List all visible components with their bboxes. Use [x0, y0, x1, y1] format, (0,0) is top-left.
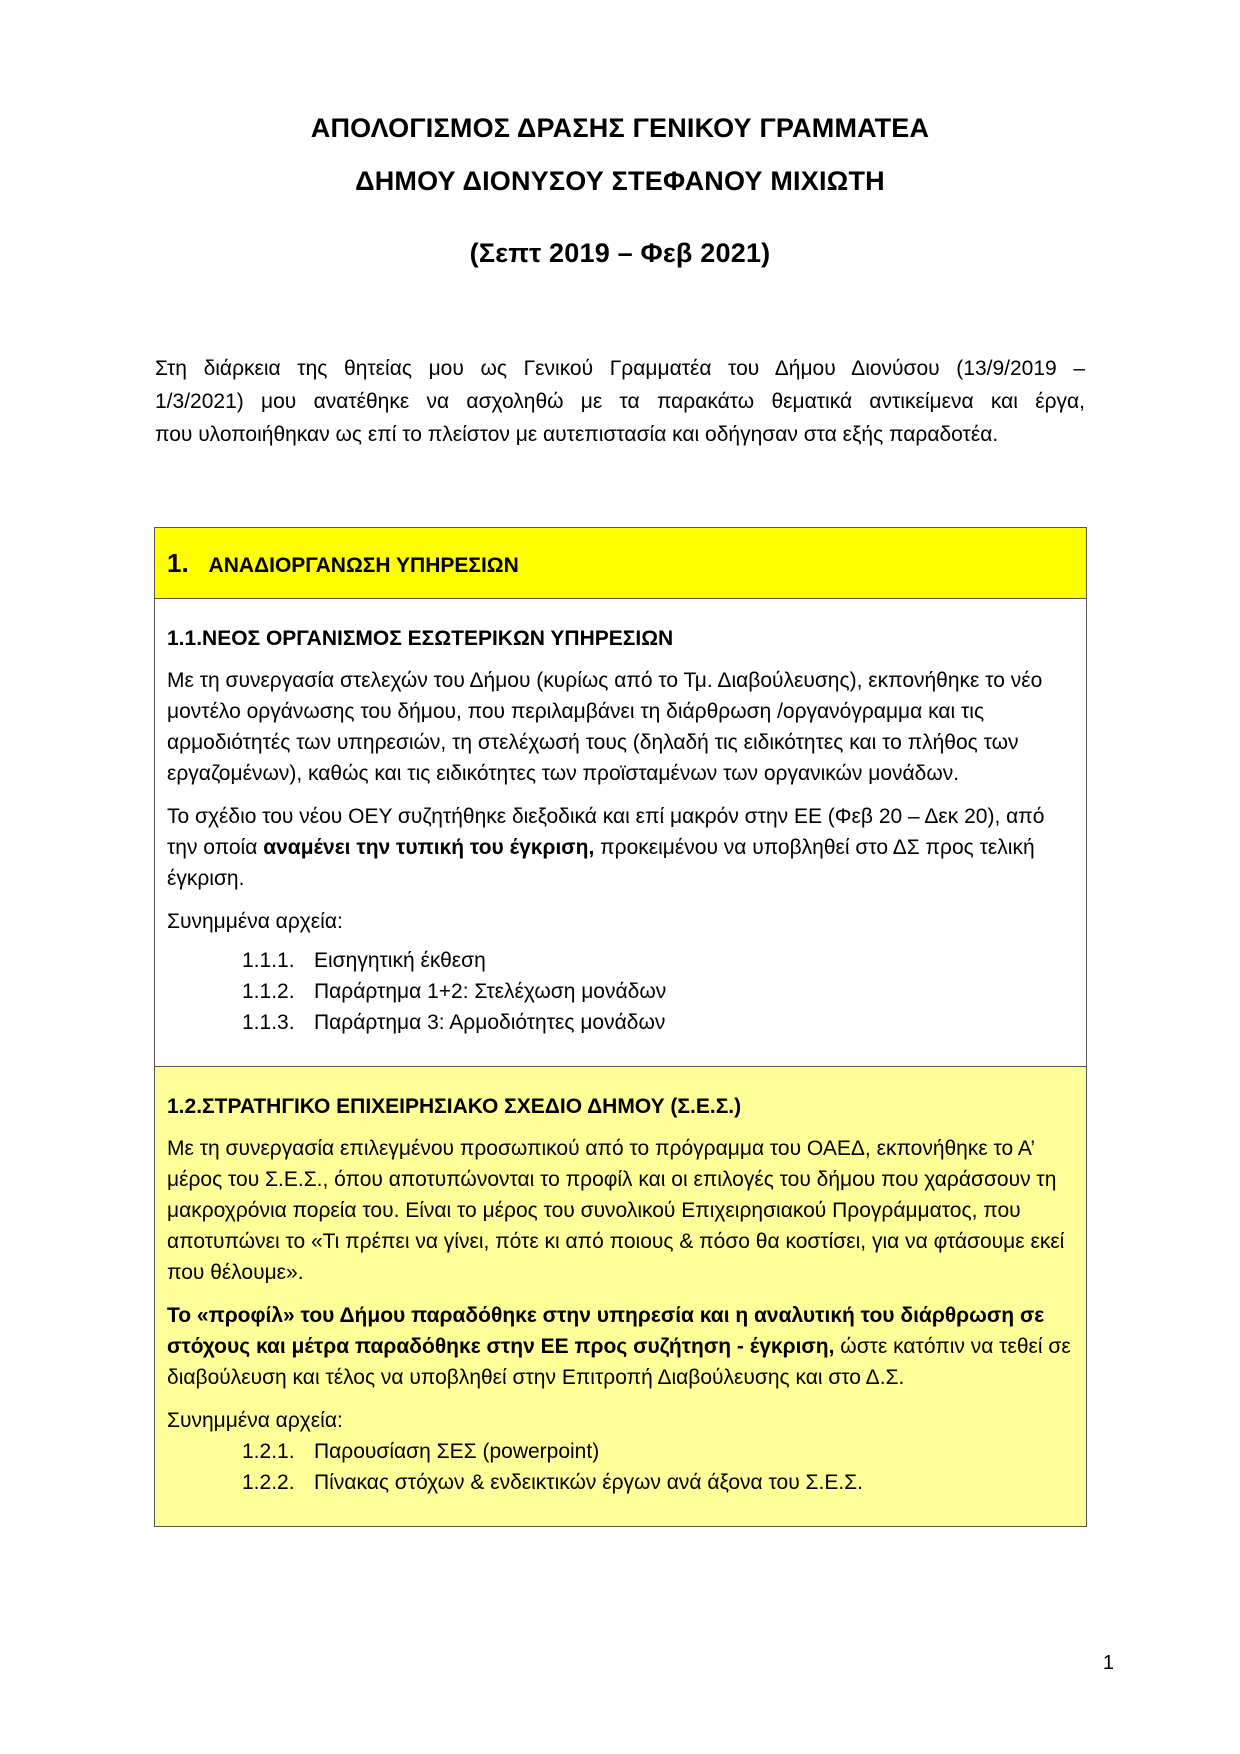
document-title-period: (Σεπτ 2019 – Φεβ 2021) [469, 238, 771, 268]
intro-line-2: 1/3/2021) μου ανατέθηκε να ασχοληθώ με τα παρακάτω θεματικά αντικείμενα και έργα, [155, 390, 1085, 413]
attachment-title: Εισηγητική έκθεση [314, 949, 486, 972]
section-1-header [155, 528, 1087, 599]
page-number: 1 [1102, 1652, 1114, 1674]
attachment-item [167, 976, 1074, 1007]
attachment-item [167, 1467, 1074, 1498]
document-title-line-1: ΑΠΟΛΟΓΙΣΜΟΣ ΔΡΑΣΗΣ ΓΕΝΙΚΟΥ ΓΡΑΜΜΑΤΕΑ [310, 113, 930, 143]
subsection-1-1-title: 1.1.ΝΕΟΣ ΟΡΓΑΝΙΣΜΟΣ ΕΣΩΤΕΡΙΚΩΝ ΥΠΗΡΕΣΙΩΝ [167, 627, 674, 650]
subsection-1-2-paragraph-2 [167, 1300, 1074, 1393]
subsection-1-1-cell [155, 599, 1087, 1067]
attachment-title: Παράρτημα 1+2: Στελέχωση μονάδων [314, 980, 667, 1003]
paragraph-bold-text: Το «προφίλ» του Δήμου παραδόθηκε στην υπηρεσία και η αναλυτική του διάρθρωση σε στόχους και μέτρα παραδόθηκε στην ΕΕ προς συζήτηση - έγκριση, [167, 1304, 1045, 1358]
subsection-1-2-attachments-label: Συνημμένα αρχεία: [167, 1409, 343, 1432]
document-title-line-2: ΔΗΜΟΥ ΔΙΟΝΥΣΟΥ ΣΤΕΦΑΝΟΥ ΜΙΧΙΩΤΗ [355, 166, 885, 196]
attachment-title: Παράρτημα 3: Αρμοδιότητες μονάδων [314, 1011, 666, 1034]
attachment-number: 1.2.2. [242, 1471, 295, 1494]
subsection-1-2-paragraph-1: Με τη συνεργασία επιλεγμένου προσωπικού από το πρόγραμμα του ΟΑΕΔ, εκπονήθηκε το Α’ μέρος του Σ.Ε.Σ., όπου αποτυπώνονται το προφίλ και οι επιλογές του δήμου που χαράσσουν τη μακροχρόνια πορεία του. Είναι το μέρος του συνολικού Επιχειρησιακού Προγράμματος, που αποτυπώνει το «Τι πρέπει να γίνει, πότε κι από ποιους & πόσο θα κοστίσει, για να φτάσουμε εκεί που θέλουμε». [167, 1137, 1065, 1284]
intro-line-1: Στη διάρκεια της θητείας μου ως Γενικού Γραμματέα του Δήμου Διονύσου (13/9/2019 – [155, 357, 1085, 380]
attachment-number: 1.1.3. [242, 1011, 295, 1034]
subsection-1-2-cell [155, 1067, 1087, 1527]
attachment-number: 1.1.1. [242, 949, 295, 972]
subsection-1-1-attachments-label: Συνημμένα αρχεία: [167, 910, 343, 933]
intro-line-3: που υλοποιήθηκαν ως επί το πλείστον με αυτεπιστασία και οδήγησαν στα εξής παραδοτέα. [155, 423, 999, 446]
subsection-1-2-attachments-list [167, 1436, 1074, 1498]
paragraph-text: Το σχέδιο του νέου ΟΕΥ συζητήθηκε διεξοδικά και επί μακρόν στην ΕΕ (Φεβ 20 – Δεκ 20), από την οποία [167, 805, 1045, 859]
subsection-1-1-paragraph-2 [167, 801, 1074, 894]
attachment-item [167, 945, 1074, 976]
paragraph-text: προκειμένου να υποβληθεί στο ΔΣ προς τελική έγκριση. [167, 836, 1035, 890]
attachment-title: Πίνακας στόχων & ενδεικτικών έργων ανά άξονα του Σ.Ε.Σ. [314, 1471, 863, 1494]
attachment-item [167, 1436, 1074, 1467]
paragraph-bold-text: αναμένει την τυπική του έγκριση, [263, 836, 595, 859]
attachment-number: 1.1.2. [242, 980, 295, 1003]
intro-paragraph [155, 352, 1085, 451]
attachment-title: Παρουσίαση ΣΕΣ (powerpoint) [314, 1440, 600, 1463]
sections-table [154, 527, 1087, 1527]
paragraph-text: ώστε κατόπιν να τεθεί σε διαβούλευση και τέλος να υποβληθεί στην Επιτροπή Διαβούλευσης και στο Δ.Σ. [167, 1335, 1071, 1389]
section-1-label: ΑΝΑΔΙΟΡΓΑΝΩΣΗ ΥΠΗΡΕΣΙΩΝ [208, 553, 519, 577]
section-1-number: 1. [167, 547, 189, 578]
subsection-1-1-paragraph-1: Με τη συνεργασία στελεχών του Δήμου (κυρίως από το Τμ. Διαβούλευσης), εκπονήθηκε το νέο μοντέλο οργάνωσης του δήμου, που περιλαμβάνει τη διάρθρωση /οργανόγραμμα και τις αρμοδιότητές των υπηρεσιών, τη στελέχωσή τους (δηλαδή τις ειδικότητες και το πλήθος των εργαζομένων), καθώς και τις ειδικότητες των προϊσταμένων των οργανικών μονάδων. [167, 669, 1043, 785]
subsection-1-1-attachments-list [167, 945, 1074, 1038]
attachment-item [167, 1007, 1074, 1038]
subsection-1-2-title: 1.2.ΣΤΡΑΤΗΓΙΚΟ ΕΠΙΧΕΙΡΗΣΙΑΚΟ ΣΧΕΔΙΟ ΔΗΜΟΥ (Σ.Ε.Σ.) [167, 1095, 742, 1118]
attachment-number: 1.2.1. [242, 1440, 295, 1463]
